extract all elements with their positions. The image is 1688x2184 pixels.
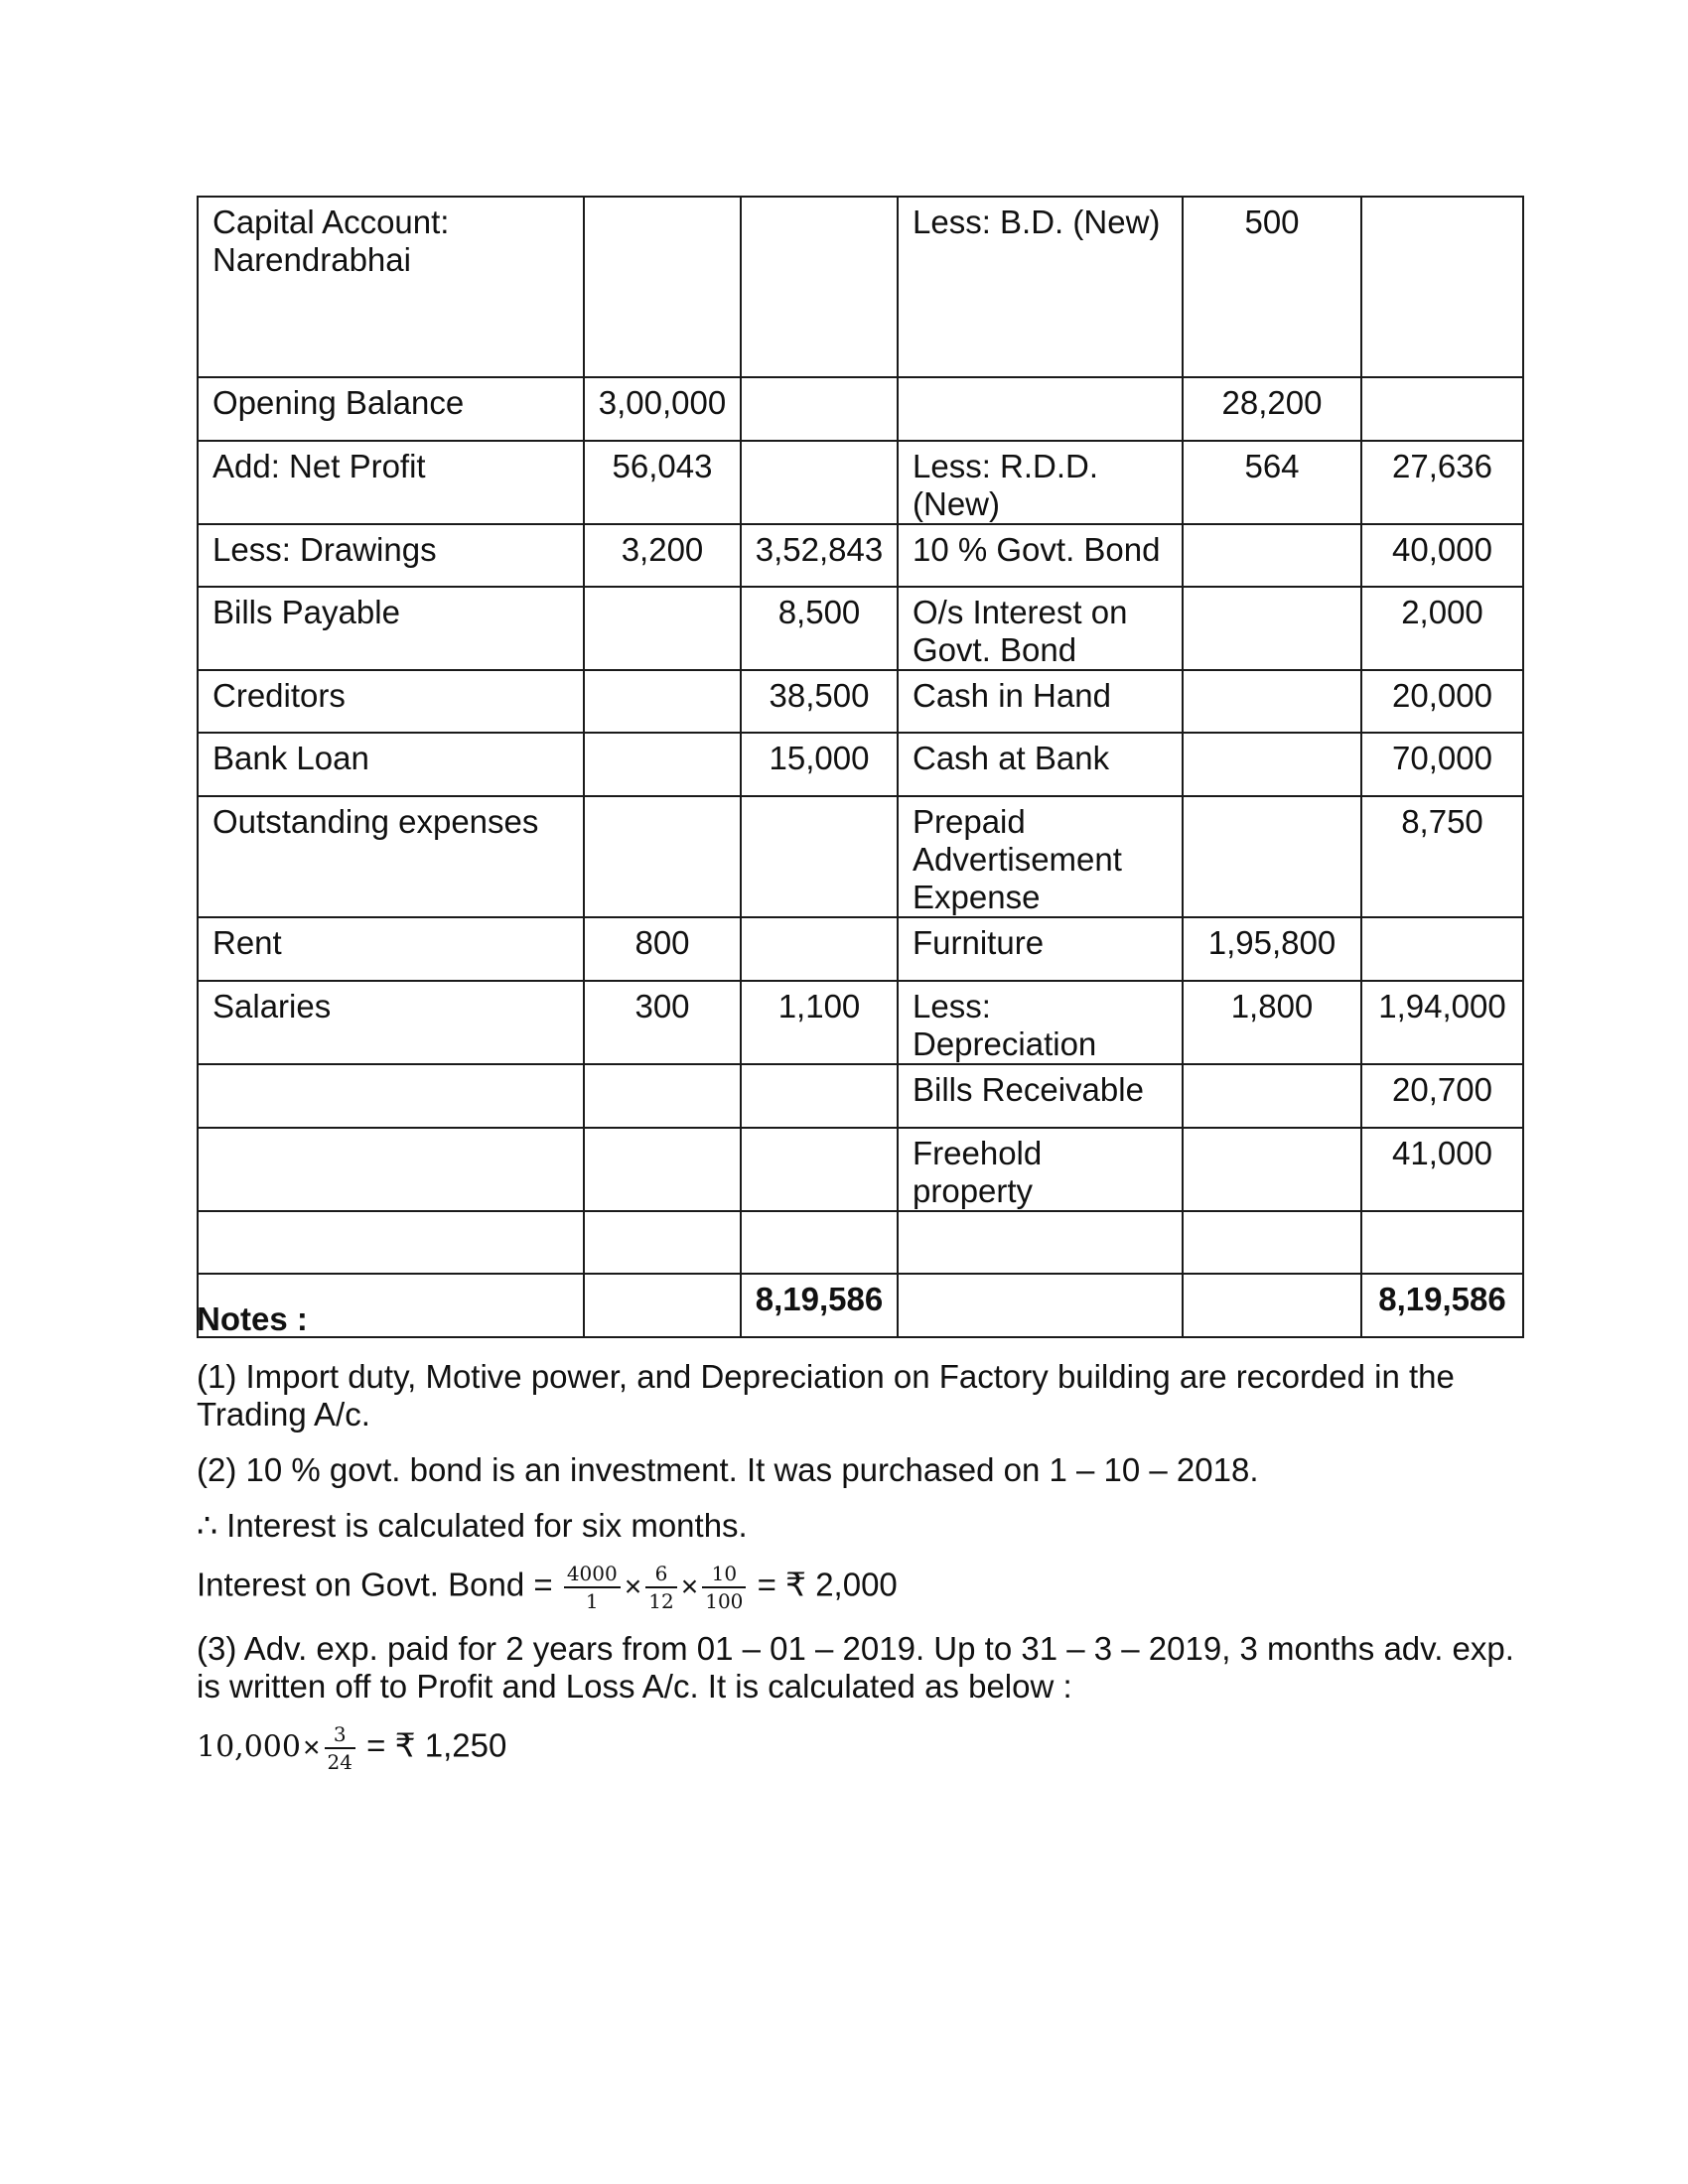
times-sign: × <box>302 1730 321 1764</box>
cell-liability-particulars: Opening Balance <box>198 377 584 441</box>
notes-heading: Notes : <box>197 1300 308 1337</box>
table-row <box>198 197 1523 377</box>
table-row <box>198 587 1523 670</box>
cell-liability-total <box>741 917 898 981</box>
notes-section <box>197 1300 1527 1791</box>
cell-asset-particulars: Less: Depreciation <box>898 981 1183 1064</box>
cell-asset-amount <box>1183 524 1361 587</box>
table-row <box>198 670 1523 733</box>
cell-asset-total: 8,19,586 <box>1361 1274 1523 1337</box>
cell-liability-total: 8,19,586 <box>741 1274 898 1337</box>
note-3: (3) Adv. exp. paid for 2 years from 01 – 01 – 2019. Up to 31 – 3 – 2019, 3 months adv. exp. is written off to Profit and Loss A/c. It is calculated as below : <box>197 1630 1514 1705</box>
table-row <box>198 1128 1523 1211</box>
fraction-months <box>325 1723 355 1773</box>
cell-liability-amount: 3,00,000 <box>584 377 741 441</box>
cell-liability-total <box>741 441 898 524</box>
fraction-denominator: 24 <box>327 1750 352 1774</box>
cell-asset-particulars: Freehold property <box>898 1128 1183 1211</box>
cell-liability-total <box>741 796 898 917</box>
cell-liability-particulars: Rent <box>198 917 584 981</box>
cell-asset-amount <box>1183 796 1361 917</box>
cell-liability-particulars: Bills Payable <box>198 587 584 670</box>
note-therefore: ∴ Interest is calculated for six months. <box>197 1507 748 1544</box>
cell-asset-particulars: Prepaid Advertisement Expense <box>898 796 1183 917</box>
cell-liability-amount <box>584 796 741 917</box>
cell-liability-amount: 800 <box>584 917 741 981</box>
cell-asset-amount <box>1183 1064 1361 1128</box>
cell-liability-amount <box>584 587 741 670</box>
note-1: (1) Import duty, Motive power, and Depreciation on Factory building are recorded in the Trading A/c. <box>197 1358 1455 1433</box>
interest-label: Interest on Govt. Bond = <box>197 1566 553 1603</box>
cell-asset-particulars <box>898 1211 1183 1274</box>
cell-liability-total <box>741 377 898 441</box>
table-row <box>198 441 1523 524</box>
cell-liability-amount <box>584 1064 741 1128</box>
note-2: (2) 10 % govt. bond is an investment. It was purchased on 1 – 10 – 2018. <box>197 1451 1259 1488</box>
fraction-denominator: 100 <box>705 1589 744 1613</box>
cell-asset-amount <box>1183 587 1361 670</box>
cell-asset-particulars: Furniture <box>898 917 1183 981</box>
cell-asset-total: 70,000 <box>1361 733 1523 796</box>
cell-asset-amount: 564 <box>1183 441 1361 524</box>
table-row <box>198 917 1523 981</box>
cell-asset-particulars: O/s Interest on Govt. Bond <box>898 587 1183 670</box>
adv-result: = ₹ 1,250 <box>366 1726 507 1764</box>
cell-liability-amount: 56,043 <box>584 441 741 524</box>
cell-liability-total <box>741 1128 898 1211</box>
cell-liability-amount <box>584 197 741 377</box>
cell-asset-amount: 1,800 <box>1183 981 1361 1064</box>
fraction-numerator: 10 <box>702 1563 746 1588</box>
cell-liability-total: 15,000 <box>741 733 898 796</box>
cell-asset-total: 1,94,000 <box>1361 981 1523 1064</box>
cell-liability-particulars: Creditors <box>198 670 584 733</box>
cell-liability-particulars: Capital Account: Narendrabhai <box>198 197 584 377</box>
cell-asset-total: 40,000 <box>1361 524 1523 587</box>
balance-sheet-body <box>198 197 1523 1337</box>
cell-asset-particulars: Cash at Bank <box>898 733 1183 796</box>
cell-asset-amount <box>1183 1211 1361 1274</box>
cell-asset-total <box>1361 917 1523 981</box>
cell-asset-particulars: Less: B.D. (New) <box>898 197 1183 377</box>
fraction-numerator: 4000 <box>564 1563 621 1588</box>
balance-sheet-table <box>197 196 1524 1338</box>
cell-liability-total: 1,100 <box>741 981 898 1064</box>
cell-liability-particulars: Less: Drawings <box>198 524 584 587</box>
cell-liability-total: 38,500 <box>741 670 898 733</box>
table-row <box>198 981 1523 1064</box>
cell-liability-amount <box>584 733 741 796</box>
table-row <box>198 1211 1523 1274</box>
cell-asset-total: 2,000 <box>1361 587 1523 670</box>
cell-liability-amount <box>584 1128 741 1211</box>
cell-liability-amount <box>584 670 741 733</box>
cell-asset-amount <box>1183 1128 1361 1211</box>
advertisement-formula <box>197 1723 1527 1773</box>
cell-asset-total <box>1361 197 1523 377</box>
cell-liability-amount <box>584 1211 741 1274</box>
table-row <box>198 1064 1523 1128</box>
cell-liability-particulars <box>198 1128 584 1211</box>
table-row <box>198 524 1523 587</box>
cell-asset-particulars <box>898 377 1183 441</box>
cell-liability-particulars: Salaries <box>198 981 584 1064</box>
cell-asset-amount: 500 <box>1183 197 1361 377</box>
cell-liability-total: 3,52,843 <box>741 524 898 587</box>
cell-asset-particulars: Bills Receivable <box>898 1064 1183 1128</box>
cell-asset-total <box>1361 1211 1523 1274</box>
fraction-period <box>645 1563 676 1612</box>
cell-asset-particulars: Less: R.D.D. (New) <box>898 441 1183 524</box>
cell-asset-total: 27,636 <box>1361 441 1523 524</box>
cell-asset-total: 8,750 <box>1361 796 1523 917</box>
interest-result: = ₹ 2,000 <box>757 1566 898 1603</box>
cell-liability-amount: 300 <box>584 981 741 1064</box>
cell-asset-particulars: Cash in Hand <box>898 670 1183 733</box>
fraction-numerator: 6 <box>645 1563 676 1588</box>
cell-liability-total <box>741 1064 898 1128</box>
table-row <box>198 733 1523 796</box>
cell-liability-total: 8,500 <box>741 587 898 670</box>
cell-asset-amount <box>1183 670 1361 733</box>
times-sign: × <box>680 1570 699 1603</box>
cell-liability-particulars <box>198 1064 584 1128</box>
fraction-rate <box>702 1563 746 1612</box>
cell-liability-particulars <box>198 1211 584 1274</box>
fraction-numerator: 3 <box>325 1723 355 1749</box>
cell-liability-particulars: Bank Loan <box>198 733 584 796</box>
cell-asset-particulars: 10 % Govt. Bond <box>898 524 1183 587</box>
adv-base-amount: 10,000 <box>197 1729 301 1765</box>
cell-liability-particulars: Outstanding expenses <box>198 796 584 917</box>
fraction-principal <box>564 1563 621 1612</box>
cell-asset-amount: 28,200 <box>1183 377 1361 441</box>
cell-liability-total <box>741 197 898 377</box>
cell-asset-total: 20,000 <box>1361 670 1523 733</box>
cell-asset-amount: 1,95,800 <box>1183 917 1361 981</box>
cell-liability-particulars: Add: Net Profit <box>198 441 584 524</box>
cell-asset-total <box>1361 377 1523 441</box>
times-sign: × <box>624 1570 642 1603</box>
interest-formula <box>197 1563 1527 1612</box>
table-row <box>198 796 1523 917</box>
cell-asset-total: 41,000 <box>1361 1128 1523 1211</box>
cell-liability-amount: 3,200 <box>584 524 741 587</box>
table-row <box>198 377 1523 441</box>
fraction-denominator: 1 <box>585 1589 599 1613</box>
cell-asset-amount <box>1183 733 1361 796</box>
cell-liability-total <box>741 1211 898 1274</box>
fraction-denominator: 12 <box>648 1589 674 1613</box>
cell-asset-total: 20,700 <box>1361 1064 1523 1128</box>
